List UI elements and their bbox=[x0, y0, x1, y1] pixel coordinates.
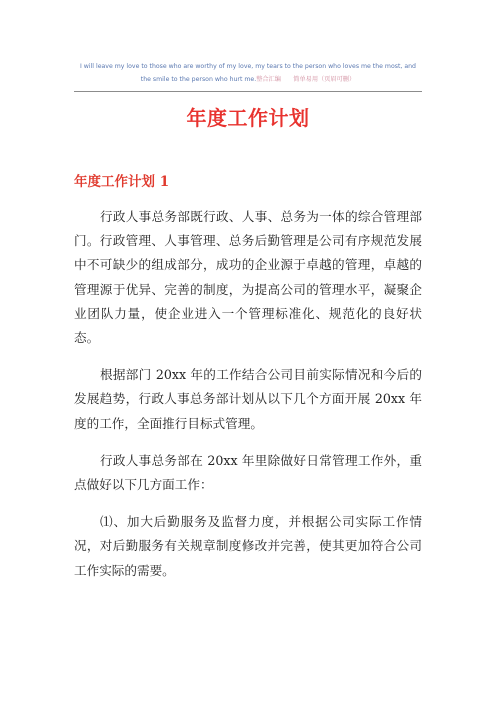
paragraph-1: 行政人事总务部既行政、人事、总务为一体的综合管理部门。行政管理、人事管理、总务后勤管理是公司有序规范发展中不可缺少的组成部分，成功的企业源于卓越的管理，卓越的管理源于优异、完善的制度，为提高公司的管理水平，凝聚企业团队力量，使企业进入一个管理标准化、规范化的良好状态。 bbox=[74, 209, 422, 346]
section-heading: 年度工作计划 1 bbox=[74, 174, 170, 190]
paragraph-4: ⑴、加大后勤服务及监督力度，并根据公司实际工作情况，对后勤服务有关规章制度修改并完善，使其更加符合公司工作实际的需要。 bbox=[74, 514, 422, 578]
header-quote: I will leave my love to those who are worthy of my love, my tears to the person who loves me the most, and the smile to the person who hurt me. bbox=[80, 63, 416, 83]
page-header bbox=[74, 60, 422, 86]
header-divider bbox=[74, 91, 422, 92]
header-tagline: 整合汇编 简单易用（页眉可删） bbox=[256, 76, 356, 83]
document-title: 年度工作计划 bbox=[186, 106, 310, 130]
paragraph-2: 根据部门 20xx 年的工作结合公司目前实际情况和今后的发展趋势，行政人事总务部计划从以下几个方面开展 20xx 年度的工作，全面推行目标式管理。 bbox=[74, 367, 422, 431]
document-body bbox=[74, 205, 422, 596]
paragraph-3: 行政人事总务部在 20xx 年里除做好日常管理工作外，重点做好以下几方面工作： bbox=[74, 452, 422, 493]
